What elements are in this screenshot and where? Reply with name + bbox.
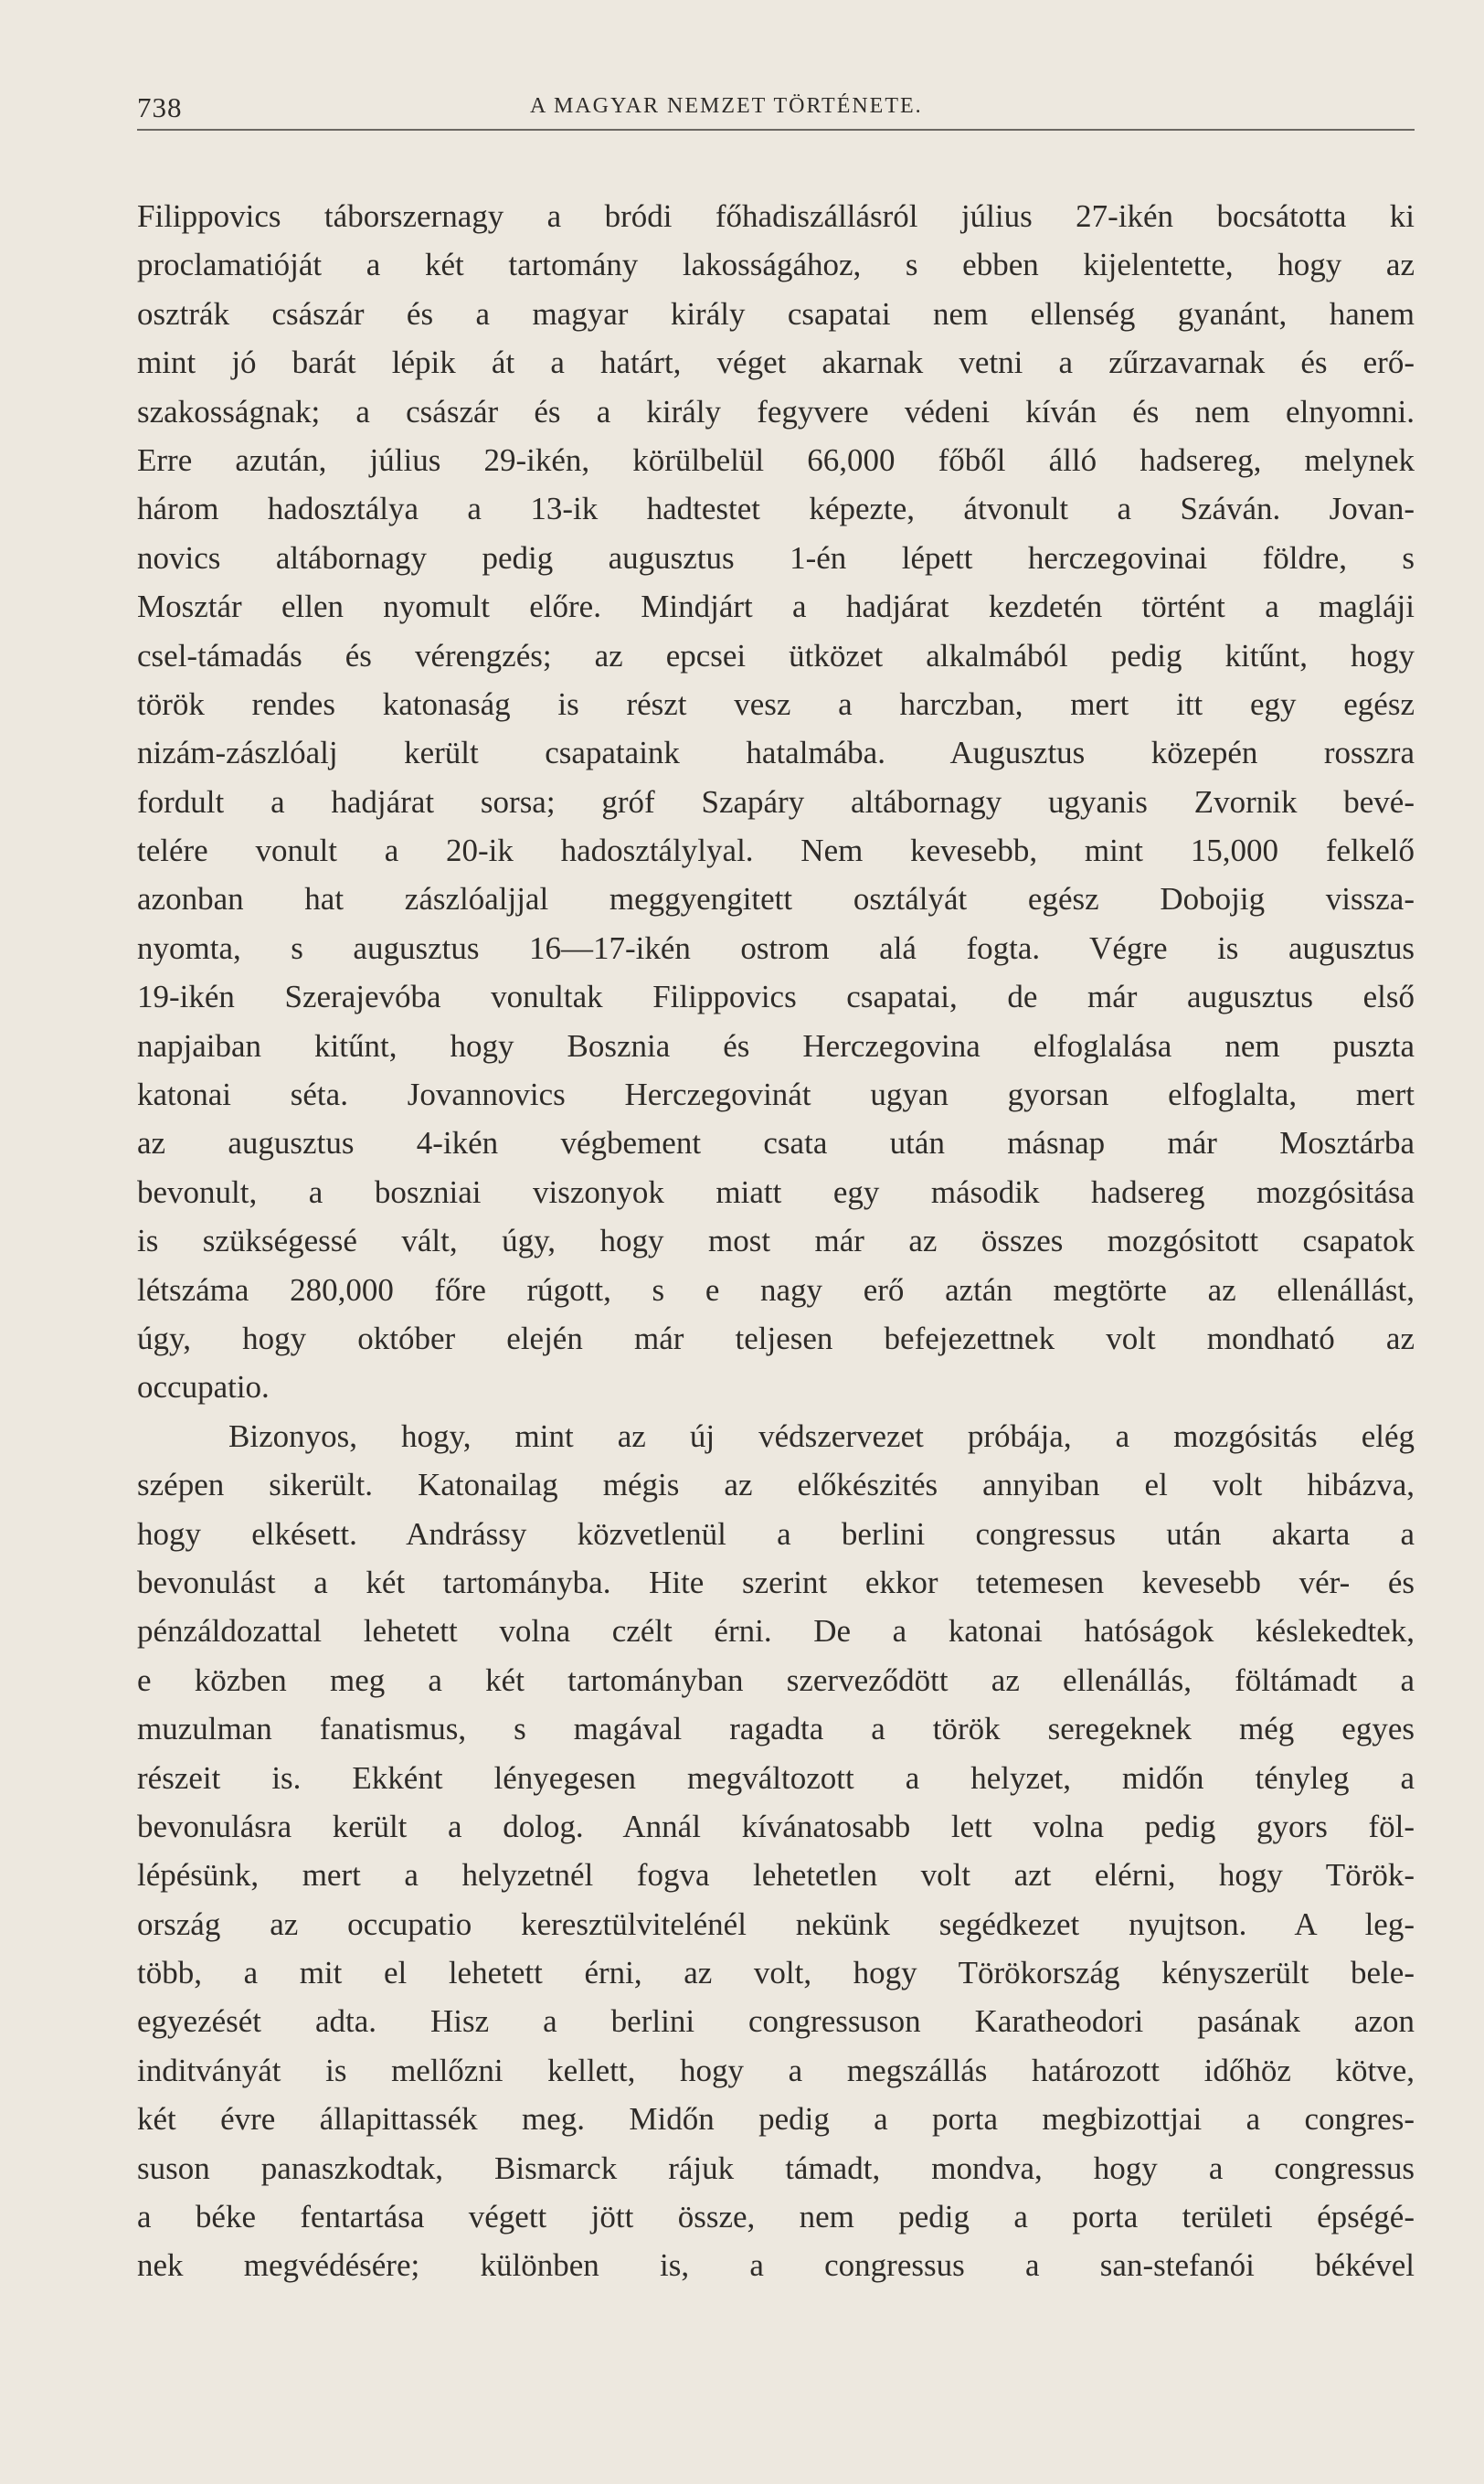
text-line: csel-támadás és vérengzés; az epcsei ütközet alkalmából pedig kitűnt, hogy xyxy=(137,637,1415,674)
page-header xyxy=(137,91,1416,128)
text-line: Filippovics táborszernagy a bródi főhadiszállásról július 27-ikén bocsátotta ki xyxy=(137,198,1415,234)
header-rule xyxy=(137,129,1415,131)
text-line: mint jó barát lépik át a határt, véget akarnak vetni a zűrzavarnak és erő- xyxy=(137,345,1415,381)
running-title: A MAGYAR NEMZET TÖRTÉNETE. xyxy=(530,94,923,118)
text-line: azonban hat zászlóaljjal meggyengitett osztályát egész Dobojig vissza- xyxy=(137,881,1415,918)
text-line: Mosztár ellen nyomult előre. Mindjárt a hadjárat kezdetén történt a magláji xyxy=(137,589,1415,625)
text-line: szakosságnak; a császár és a király fegyvere védeni kíván és nem elnyomni. xyxy=(137,393,1415,430)
text-line: osztrák császár és a magyar király csapatai nem ellenség gyanánt, hanem xyxy=(137,295,1415,332)
page-number: 738 xyxy=(137,91,183,123)
text-line: muzulman fanatismus, s magával ragadta a török seregeknek még egyes xyxy=(137,1711,1415,1747)
text-line: szépen sikerült. Katonailag mégis az előkészités annyiban el volt hibázva, xyxy=(137,1467,1415,1503)
text-line: a béke fentartása végett jött össze, nem pedig a porta területi épségé- xyxy=(137,2199,1415,2235)
text-line: úgy, hogy október elején már teljesen befejezettnek volt mondható az xyxy=(137,1320,1415,1356)
text-line: az augusztus 4-ikén végbement csata után másnap már Mosztárba xyxy=(137,1125,1415,1162)
text-line: nek megvédésére; különben is, a congressus a san-stefanói békével xyxy=(137,2247,1415,2284)
text-line: létszáma 280,000 főre rúgott, s e nagy erő aztán megtörte az ellenállást, xyxy=(137,1271,1415,1308)
text-line: is szükségessé vált, úgy, hogy most már az összes mozgósitott csapatok xyxy=(137,1223,1415,1259)
text-line: pénzáldozattal lehetett volna czélt érni. De a katonai hatóságok késlekedtek, xyxy=(137,1613,1415,1650)
text-line: inditványát is mellőzni kellett, hogy a megszállás határozott időhöz kötve, xyxy=(137,2052,1415,2088)
text-line: részeit is. Ekként lényegesen megváltozott a helyzet, midőn tényleg a xyxy=(137,1759,1415,1796)
text-line: hogy elkésett. Andrássy közvetlenül a berlini congressus után akarta a xyxy=(137,1515,1415,1552)
text-line: Bizonyos, hogy, mint az új védszervezet próbája, a mozgósitás elég xyxy=(228,1417,1415,1454)
text-line: 19-ikén Szerajevóba vonultak Filippovics csapatai, de már augusztus első xyxy=(137,979,1415,1015)
text-line: napjaiban kitűnt, hogy Bosznia és Herczegovina elfoglalása nem puszta xyxy=(137,1027,1415,1064)
text-line: telére vonult a 20-ik hadosztálylyal. Nem kevesebb, mint 15,000 felkelő xyxy=(137,833,1415,869)
text-line: ország az occupatio keresztülvitelénél nekünk segédkezet nyujtson. A leg- xyxy=(137,1905,1415,1942)
text-line: bevonulást a két tartományba. Hite szerint ekkor tetemesen kevesebb vér- és xyxy=(137,1564,1415,1600)
text-line: Erre azután, július 29-ikén, körülbelül 66,000 főből álló hadsereg, melynek xyxy=(137,441,1415,478)
text-line: nizám-zászlóalj került csapataink hatalmába. Augusztus közepén rosszra xyxy=(137,735,1415,771)
text-line: proclamatióját a két tartomány lakosságához, s ebben kijelentette, hogy az xyxy=(137,247,1415,283)
text-line: fordult a hadjárat sorsa; gróf Szapáry altábornagy ugyanis Zvornik bevé- xyxy=(137,783,1415,820)
text-line: lépésünk, mert a helyzetnél fogva lehetetlen volt azt elérni, hogy Török- xyxy=(137,1857,1415,1894)
text-line: egyezését adta. Hisz a berlini congressuson Karatheodori pasának azon xyxy=(137,2003,1415,2040)
text-line: három hadosztálya a 13-ik hadtestet képezte, átvonult a Száván. Jovan- xyxy=(137,491,1415,527)
text-line: török rendes katonaság is részt vesz a harczban, mert itt egy egész xyxy=(137,685,1415,722)
text-line: két évre állapittassék meg. Midőn pedig a porta megbizottjai a congres- xyxy=(137,2101,1415,2138)
text-line: suson panaszkodtak, Bismarck rájuk támadt, mondva, hogy a congressus xyxy=(137,2150,1415,2186)
text-line: novics altábornagy pedig augusztus 1-én lépett herczegovinai földre, s xyxy=(137,539,1415,576)
text-line: occupatio. xyxy=(137,1369,270,1406)
body-text xyxy=(137,192,1415,2290)
text-line: katonai séta. Jovannovics Herczegovinát ugyan gyorsan elfoglalta, mert xyxy=(137,1077,1415,1113)
text-line: bevonult, a boszniai viszonyok miatt egy második hadsereg mozgósitása xyxy=(137,1173,1415,1210)
text-line: e közben meg a két tartományban szerveződött az ellenállás, föltámadt a xyxy=(137,1661,1415,1698)
text-line: nyomta, s augusztus 16—17-ikén ostrom alá fogta. Végre is augusztus xyxy=(137,929,1415,966)
text-line: bevonulásra került a dolog. Annál kívánatosabb lett volna pedig gyors föl- xyxy=(137,1808,1415,1844)
text-line: több, a mit el lehetett érni, az volt, hogy Törökország kényszerült bele- xyxy=(137,1955,1415,1991)
